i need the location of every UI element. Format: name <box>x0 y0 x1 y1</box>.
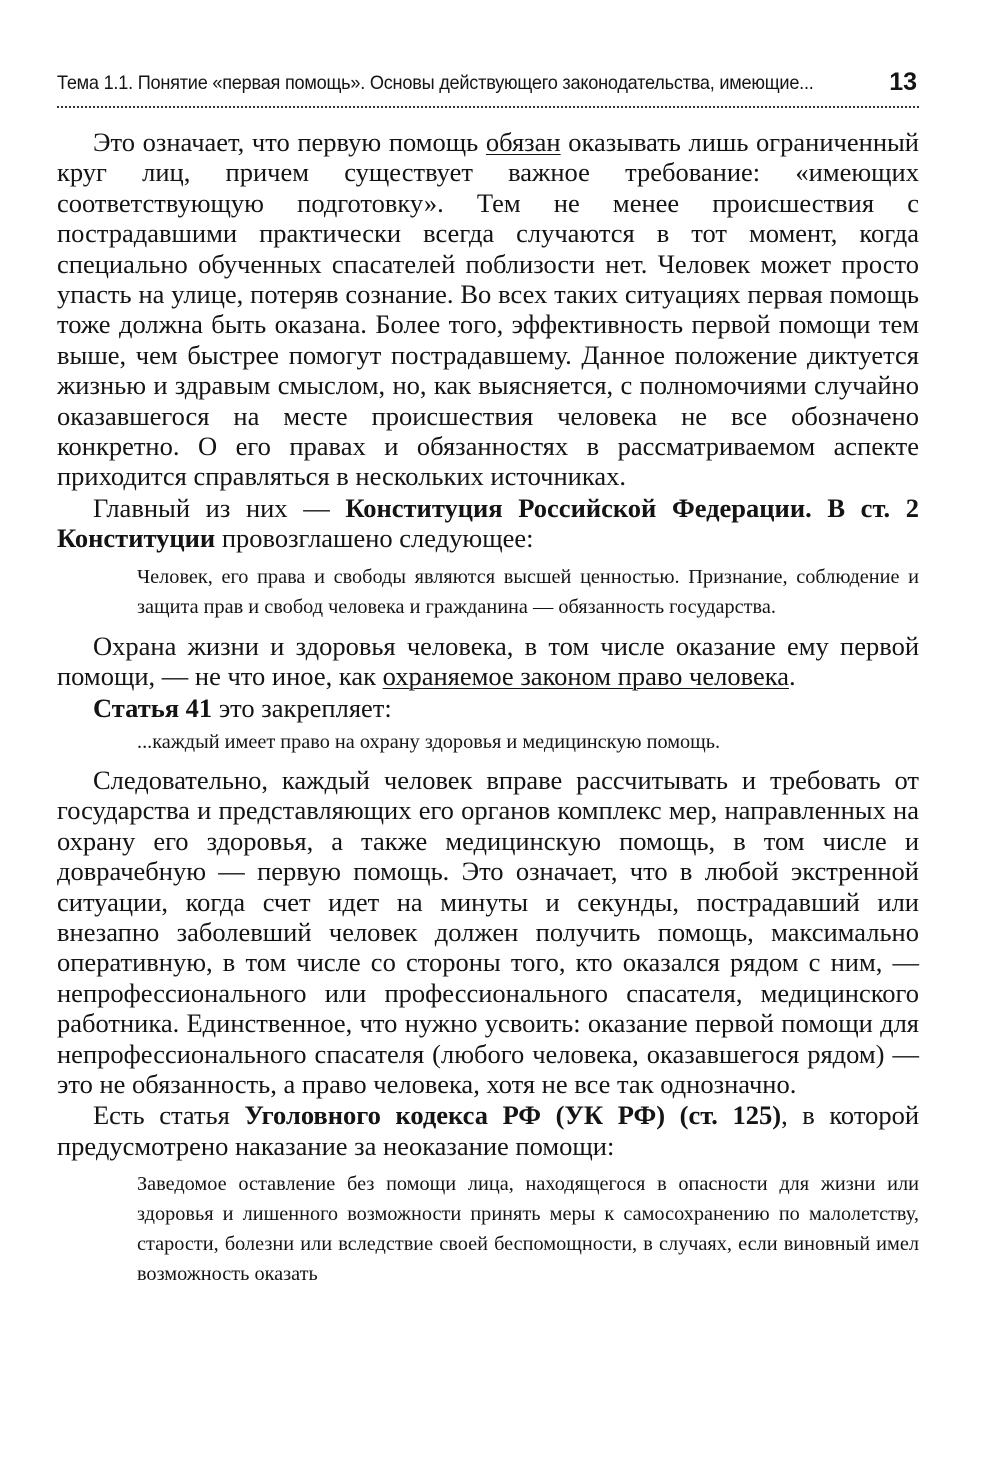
underlined-term-obliged: обязан <box>485 127 561 157</box>
quote-constitution-article-2: Человек, его права и свободы являются высшей ценностью. Признание, соблюдение и защита прав и свобод человека и гражданина — обязанность государства. <box>137 565 919 618</box>
paragraph-text: это закрепляет: <box>212 692 392 723</box>
paragraph-first-aid-obligation <box>57 127 919 492</box>
running-header-title: Тема 1.1. Понятие «первая помощь». Основы действующего законодательства, имеющие... <box>57 72 814 94</box>
running-header <box>57 70 919 110</box>
paragraph-text: , в которой предусмотрено наказание за неоказание помощи: <box>57 1100 919 1161</box>
paragraph-text: Это означает, что первую помощь <box>93 127 486 157</box>
paragraph-text: . <box>788 661 796 692</box>
paragraph-text: Есть статья <box>93 1100 245 1131</box>
paragraph-right-to-help: Следовательно, каждый человек вправе рассчитывать и требовать от государства и представляющих его органов комплекс мер, направленных на охрану его здоровья, а также медицинскую помощь, в том числе и доврачебную — первую помощь. Это означает, что в любой экстренной ситуации, когда счет идет на минуты и секунды, пострадавший или внезапно заболевший человек должен получить помощь, максимально оперативную, в том числе со стороны того, кто оказался рядом с ним, — непрофессионального или профессионального спасателя, медицинского работника. Единственное, что нужно усвоить: оказание первой помощи для непрофессионального спасателя (любого человека, оказавшегося рядом) — это не обязанность, а право человека, хотя не все так однозначно. <box>57 764 919 1099</box>
quote-article-41: ...каждый имеет право на охрану здоровья и медицинскую помощь. <box>137 730 721 753</box>
paragraph-text: Главный из них — <box>93 492 346 523</box>
paragraph-constitution <box>57 493 919 554</box>
page-body <box>57 127 919 1298</box>
paragraph-criminal-code <box>57 1100 919 1161</box>
paragraph-protected-right <box>57 631 919 692</box>
paragraph-text: Охрана жизни и здоровья человека, в том числе оказание ему первой помощи, — не что иное, как <box>57 630 919 692</box>
bold-reference-constitution: Конституция Российской Федерации. В ст. 2 Конституции <box>57 492 919 554</box>
paragraph-text: оказывать лишь ограниченный круг лиц, причем существует важное требование: «имеющих соответствующую подготовку». Тем не менее происшествия с пострадавшими практически всегда случаются в тот момент, когда специально обученных спасателей поблизости нет. Человек может просто упасть на улице, потеряв сознание. Во всех таких ситуациях первая помощь тоже должна быть оказана. Более того, эффективность первой помощи тем выше, чем быстрее помогут пострадавшему. Данное положение диктуется жизнью и здравым смыслом, но, как выясняется, с полномочиями случайно оказавшегося на месте происшествия человека не все обозначено конкретно. О его правах и обязанностях в рассматриваемом аспекте приходится справляться в нескольких источниках. <box>57 127 919 492</box>
bold-reference-criminal-code: Уголовного кодекса РФ (УК РФ) (ст. 125) <box>244 1100 782 1131</box>
underlined-term-protected-right: охраняемое законом право человека <box>382 661 789 692</box>
quote-criminal-code-article-125: Заведомое оставление без помощи лица, находящегося в опасности для жизни или здоровья и лишенного возможности принять меры к самосохранению по малолетству, старости, болезни или вследствие своей беспомощности, в случаях, если виновный имел возможность оказать <box>137 1173 919 1286</box>
header-dotted-rule <box>57 106 919 108</box>
paragraph-article-41 <box>57 693 919 723</box>
bold-reference-article-41: Статья 41 <box>93 692 213 723</box>
page-number: 13 <box>889 68 917 96</box>
paragraph-text: провозглашено следующее: <box>215 523 534 554</box>
